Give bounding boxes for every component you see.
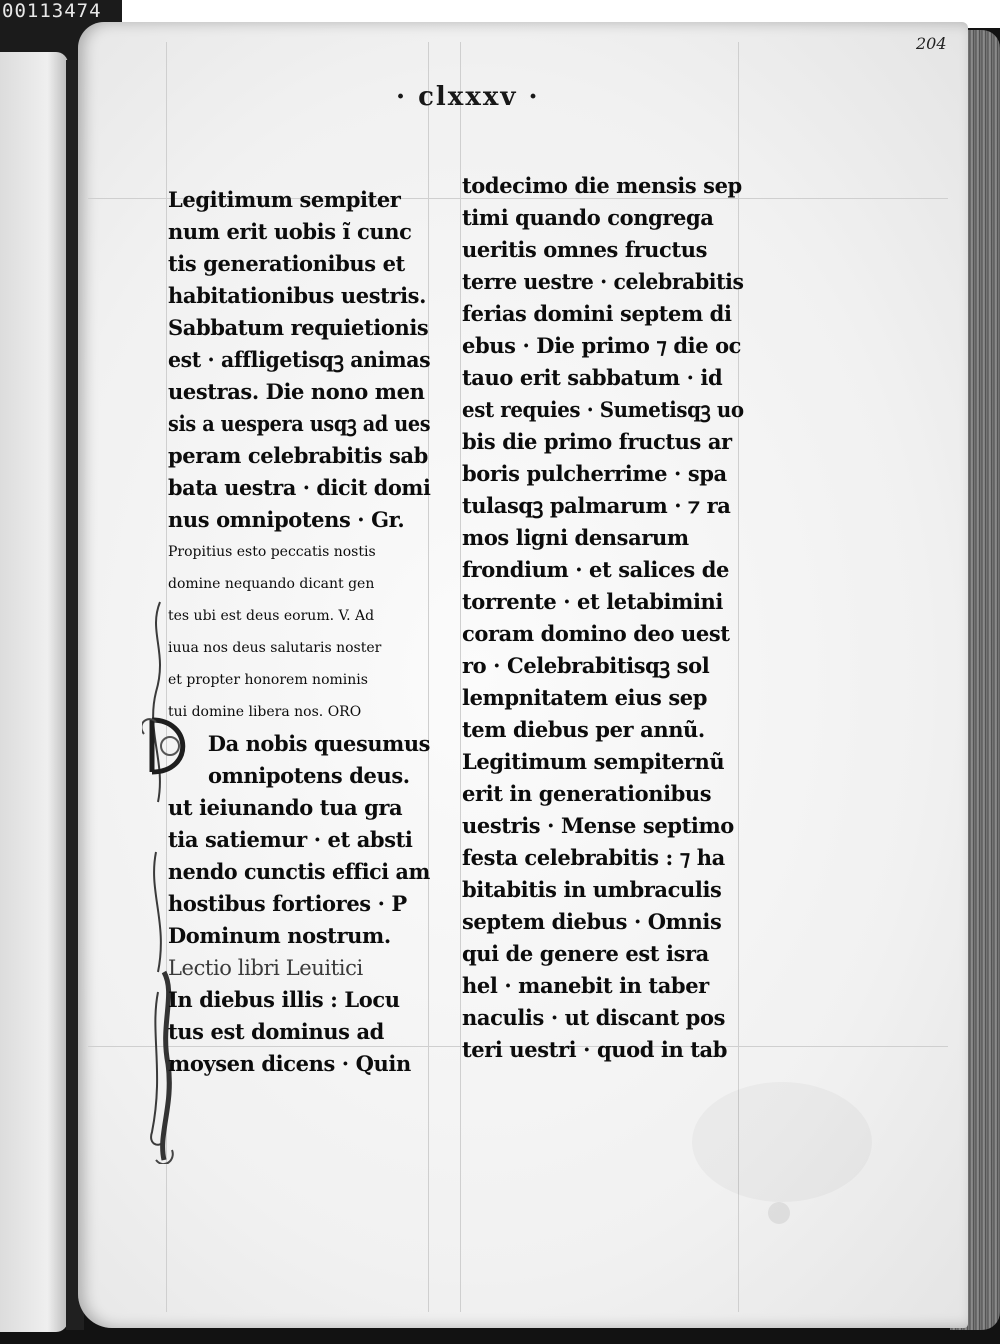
text-line: ferias domini septem di (462, 301, 732, 326)
text-line: nendo cunctis effici am (168, 859, 430, 884)
text-line: num erit uobis ĩ cunc (168, 219, 412, 244)
text-line: tem diebus per annũ. (462, 717, 705, 742)
text-line: qui de genere est isra (462, 941, 709, 966)
text-line: torrente · et letabimini (462, 589, 723, 614)
facing-page-edge (0, 52, 68, 1332)
text-line: terre uestre · celebrabitis (462, 269, 744, 294)
text-line: todecimo die mensis sep (462, 173, 742, 198)
text-line: nus omnipotens · Gr. (168, 507, 405, 532)
manuscript-folio (78, 22, 968, 1328)
text-line: tus est dominus ad (168, 1019, 384, 1044)
text-line: ueritis omnes fructus (462, 237, 708, 262)
chant-line: tes ubi est deus eorum. V. Ad (168, 608, 375, 624)
text-line: hostibus fortiores · P (168, 891, 407, 916)
folio-number: 204 (916, 34, 947, 53)
left-text-column (168, 184, 430, 1080)
text-line: sis a uespera usqꝫ ad ues (168, 411, 431, 436)
rubric-line: Lectio libri Leuitici (168, 956, 363, 980)
chant-line: et propter honorem nominis (168, 672, 368, 688)
text-line: Da nobis quesumus (207, 731, 431, 756)
text-line: moysen dicens · Quin (168, 1051, 411, 1076)
text-line: ro · Celebrabitisqꝫ sol (462, 653, 710, 678)
right-text-column (462, 170, 744, 1066)
stain (692, 1082, 872, 1202)
text-line: boris pulcherrime · spa (462, 461, 727, 486)
text-line: tulasqꝫ palmarum · ⁊ ra (462, 493, 731, 518)
text-line: festa celebrabitis : ⁊ ha (462, 845, 725, 870)
accession-label: 00113474 (2, 0, 102, 22)
text-line: bata uestra · dicit domi (168, 475, 431, 500)
text-line: ebus · Die primo ⁊ die oc (462, 333, 742, 358)
text-line: frondium · et salices de (462, 557, 729, 582)
text-line: est requies · Sumetisqꝫ uo (462, 397, 744, 422)
text-line: habitationibus uestris. (168, 283, 426, 308)
text-line: teri uestri · quod in tab (462, 1037, 728, 1062)
text-line: tis generationibus et (168, 251, 405, 276)
text-line: bis die primo fructus ar (462, 429, 732, 454)
text-line: tia satiemur · et absti (168, 827, 413, 852)
text-line: mos ligni densarum (462, 525, 689, 550)
text-line: Sabbatum requietionis (168, 315, 429, 340)
chant-line: iuua nos deus salutaris noster (168, 640, 382, 656)
ruling-line (460, 42, 461, 1312)
chant-line: Propitius esto peccatis nostis (168, 544, 376, 560)
text-line: peram celebrabitis sab (168, 443, 428, 468)
text-line: Legitimum sempiter (168, 187, 401, 212)
running-head: · clxxxv · (396, 82, 540, 112)
text-line: septem diebus · Omnis (462, 909, 722, 934)
stain (768, 1202, 790, 1224)
text-line: tauo erit sabbatum · id (462, 365, 723, 390)
text-line: In diebus illis : Locu (168, 987, 400, 1012)
chant-line: domine nequando dicant gen (168, 576, 375, 592)
text-line: Legitimum sempiternũ (462, 749, 725, 774)
text-line: hel · manebit in taber (462, 973, 709, 998)
text-line: coram domino deo uest (462, 621, 730, 646)
text-line: timi quando congrega (462, 205, 714, 230)
text-line: omnipotens deus. (208, 763, 410, 788)
text-line: bitabitis in umbraculis (462, 877, 722, 902)
text-line: est · affligetisqꝫ animas (168, 347, 431, 372)
text-line: lempnitatem eius sep (462, 685, 707, 710)
text-line: uestras. Die nono men (168, 379, 425, 404)
text-line: erit in generationibus (462, 781, 712, 806)
text-line: naculis · ut discant pos (462, 1005, 725, 1030)
text-line: uestris · Mense septimo (462, 813, 734, 838)
chant-line: tui domine libera nos. ORO (168, 704, 362, 720)
text-line: ut ieiunando tua gra (168, 795, 403, 820)
text-line: Dominum nostrum. (168, 923, 391, 948)
